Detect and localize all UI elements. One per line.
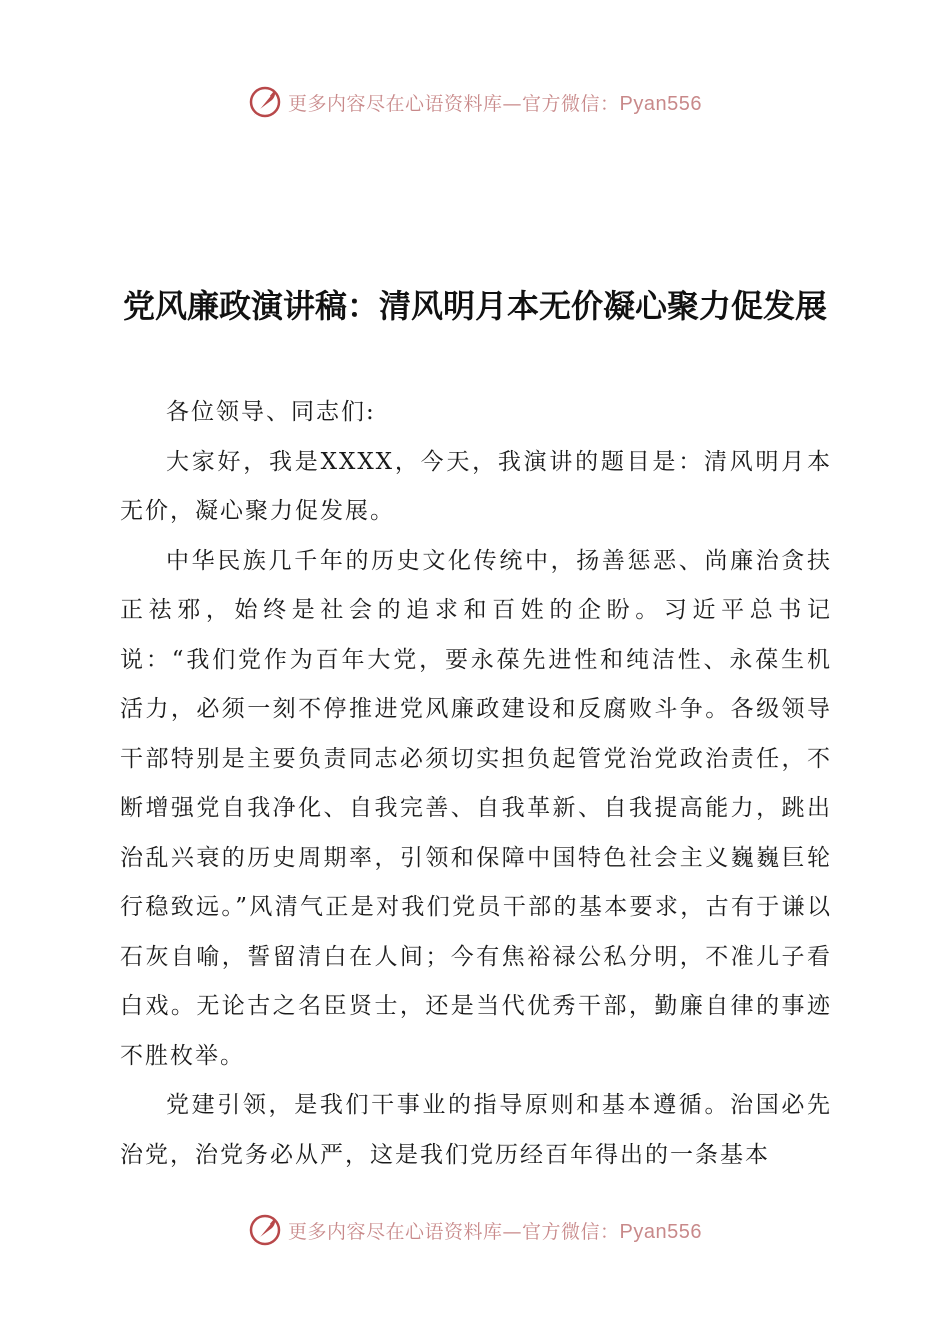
footer-watermark: [0, 1208, 950, 1252]
document-body: [120, 388, 832, 1180]
quill-logo-icon: [248, 85, 282, 119]
watermark-wechat-id: Pyan556: [619, 92, 702, 115]
party-building-paragraph: 党建引领，是我们干事业的指导原则和基本遵循。治国必先治党，治党务必从严，这是我们党历经百年得出的一条基本: [120, 1092, 832, 1168]
watermark-text: 更多内容尽在心语资料库—官方微信：Pyan556: [288, 92, 702, 115]
header-watermark: [0, 80, 950, 124]
document-title: 党风廉政演讲稿：清风明月本无价凝心聚力促发展: [122, 287, 827, 326]
intro-paragraph: 大家好，我是XXXX，今天，我演讲的题目是：清风明月本无价，凝心聚力促发展。: [120, 448, 832, 524]
quill-logo-icon: [248, 1213, 282, 1247]
history-paragraph: 中华民族几千年的历史文化传统中，扬善惩恶、尚廉治贪扶正祛邪，始终是社会的追求和百姓的企盼。习近平总书记说：“我们党作为百年大党，要永葆先进性和纯洁性、永葆生机活力，必须一刻不停推进党风廉政建设和反腐败斗争。各级领导干部特别是主要负责同志必须切实担负起管党治党政治责任，不断增强党自我净化、自我完善、自我革新、自我提高能力，跳出治乱兴衰的历史周期率，引领和保障中国特色社会主义巍巍巨轮行稳致远。”风清气正是对我们党员干部的基本要求，古有于谦以石灰自喻，誓留清白在人间；今有焦裕禄公私分明，不准儿子看白戏。无论古之名臣贤士，还是当代优秀干部，勤廉自律的事迹不胜枚举。: [120, 547, 832, 1069]
watermark-text: 更多内容尽在心语资料库—官方微信：Pyan556: [288, 1220, 702, 1243]
watermark-wechat-id: Pyan556: [619, 1220, 702, 1243]
salutation-paragraph: 各位领导、同志们:: [166, 399, 376, 425]
